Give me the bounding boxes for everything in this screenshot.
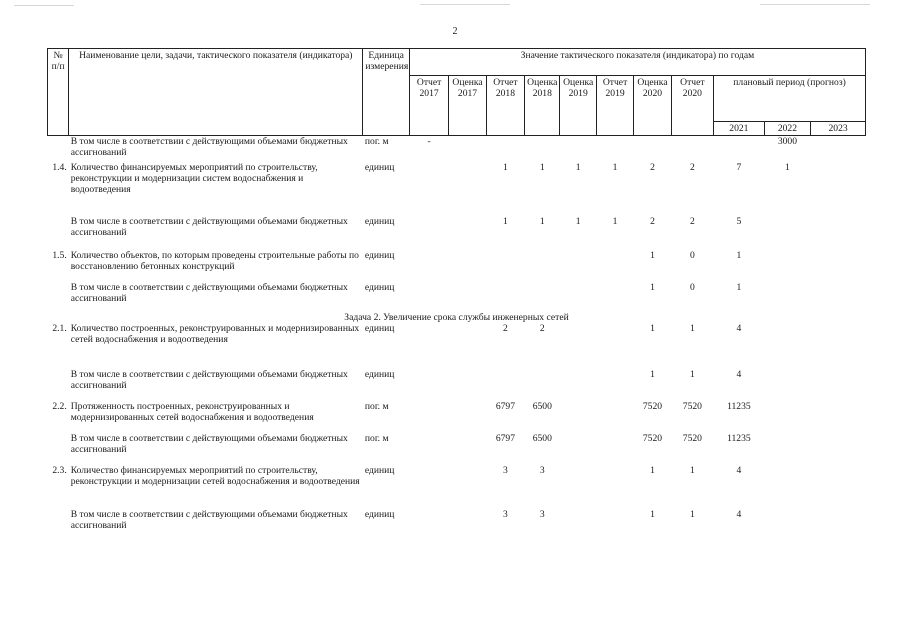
row-number (48, 433, 69, 465)
value-cell: 1 (689, 464, 695, 476)
indicator-name: Количество построенных, реконструированных и модернизированных сетей водоснабжения и водоотведения (70, 322, 360, 345)
header-year: Оценка 2018 (525, 76, 560, 136)
indicator-name: В том числе в соответствии с действующими объемами бюджетных ассигнований (70, 215, 348, 238)
value-cell (409, 323, 448, 369)
value-cell (449, 216, 486, 250)
value-cell: 6500 (532, 432, 552, 444)
table-row (48, 465, 866, 509)
value-cell (811, 433, 866, 465)
table-row (48, 162, 866, 216)
value-cell (811, 136, 866, 162)
value-cell: 3000 (777, 136, 797, 147)
value-cell (596, 433, 633, 465)
value-cell (811, 465, 866, 509)
unit-cell: единиц (364, 249, 395, 261)
value-cell (449, 433, 486, 465)
header-plan-group: плановый период (прогноз) (714, 76, 866, 122)
table-row (48, 509, 866, 533)
table-row (48, 136, 866, 162)
value-cell: 0 (689, 249, 695, 261)
page-number: 2 (452, 26, 458, 37)
value-cell: 1 (650, 368, 655, 380)
unit-cell: единиц (364, 281, 395, 293)
value-cell (449, 401, 486, 433)
header-unit: Единица измерения (363, 49, 410, 136)
value-cell (486, 282, 524, 312)
table-row (48, 433, 866, 465)
indicators-table (47, 48, 866, 533)
value-cell (486, 136, 524, 162)
value-cell (409, 509, 448, 533)
value-cell (449, 509, 486, 533)
value-cell: 4 (736, 322, 742, 334)
value-cell: 1 (503, 215, 508, 227)
value-cell: 0 (689, 281, 695, 293)
value-cell: 4 (736, 464, 742, 476)
table-row (48, 323, 866, 369)
value-cell: 1 (650, 322, 655, 334)
value-cell (560, 465, 596, 509)
value-cell: 3 (539, 508, 545, 520)
value-cell: 1 (650, 249, 655, 261)
value-cell (596, 401, 633, 433)
value-cell (596, 282, 633, 312)
task-heading-row (48, 312, 866, 323)
row-number (48, 509, 69, 533)
value-cell (525, 369, 560, 401)
header-year: Оценка 2020 (634, 76, 671, 136)
value-cell (525, 136, 560, 162)
unit-cell: пог. м (364, 432, 389, 444)
value-cell: 1 (650, 508, 655, 520)
value-cell: 2 (650, 215, 655, 227)
unit-cell: единиц (364, 161, 395, 173)
value-cell (596, 323, 633, 369)
row-number (48, 282, 69, 312)
value-cell: 1 (736, 281, 742, 293)
value-cell (409, 465, 448, 509)
task-heading: Задача 2. Увеличение срока службы инженерных сетей (344, 311, 569, 323)
value-cell: 1 (785, 161, 790, 173)
value-cell (560, 323, 596, 369)
indicator-name: В том числе в соответствии с действующими объемами бюджетных ассигнований (70, 508, 348, 531)
value-cell (764, 401, 811, 433)
value-cell (811, 509, 866, 533)
header-plan-year: 2022 (764, 122, 811, 136)
table-row (48, 369, 866, 401)
value-cell: 6500 (532, 400, 552, 412)
value-cell (560, 509, 596, 533)
value-cell (560, 433, 596, 465)
value-cell (811, 162, 866, 216)
value-cell (449, 250, 486, 282)
value-cell (449, 136, 486, 162)
scan-artifact (760, 4, 870, 5)
unit-cell: единиц (364, 322, 395, 334)
unit-cell: единиц (364, 215, 395, 227)
value-cell: 1 (503, 161, 508, 173)
value-cell (811, 250, 866, 282)
value-cell (764, 323, 811, 369)
value-cell: 1 (650, 281, 655, 293)
value-cell: 3 (503, 464, 508, 476)
value-cell: 1 (539, 215, 545, 227)
value-cell (486, 250, 524, 282)
value-cell (525, 250, 560, 282)
value-cell (811, 369, 866, 401)
header-year: Оценка 2017 (449, 76, 486, 136)
header-year: Оценка 2019 (560, 76, 596, 136)
value-cell: 1 (612, 215, 618, 227)
header-plan-year: 2021 (714, 122, 765, 136)
value-cell (596, 136, 633, 162)
row-number: 2.1. (52, 322, 67, 334)
scan-artifact (420, 4, 510, 5)
row-number: 1.5. (52, 249, 67, 261)
value-cell (409, 250, 448, 282)
value-cell (449, 369, 486, 401)
indicator-name: Протяженность построенных, реконструированных и модернизированных сетей водоснабжения и водоотведения (70, 400, 314, 423)
value-cell (764, 509, 811, 533)
value-cell: 1 (575, 161, 581, 173)
unit-cell: пог. м (364, 136, 389, 147)
value-cell (409, 282, 448, 312)
table-row (48, 250, 866, 282)
value-cell (560, 136, 596, 162)
value-cell (634, 136, 671, 162)
table-header (48, 49, 866, 136)
row-number (48, 136, 69, 162)
indicator-name: В том числе в соответствии с действующими объемами бюджетных ассигнований (70, 281, 348, 304)
value-cell (560, 250, 596, 282)
value-cell (409, 162, 448, 216)
header-plan-year: 2023 (811, 122, 866, 136)
unit-cell: единиц (364, 464, 395, 476)
scan-artifact (14, 5, 74, 6)
value-cell: 11235 (727, 400, 751, 412)
value-cell (449, 323, 486, 369)
value-cell: 5 (736, 215, 742, 227)
value-cell: 2 (689, 215, 695, 227)
unit-cell: пог. м (364, 400, 389, 412)
value-cell (811, 282, 866, 312)
value-cell: 2 (689, 161, 695, 173)
indicator-name: Количество объектов, по которым проведены строительные работы по восстановлению бетонных конструкций (70, 249, 359, 272)
unit-cell: единиц (364, 368, 395, 380)
value-cell (596, 369, 633, 401)
indicator-name: Количество финансируемых мероприятий по строительству, реконструкции и модернизации сетей водоснабжения и водоотведения (70, 464, 360, 487)
indicator-name: В том числе в соответствии с действующими объемами бюджетных ассигнований (70, 432, 348, 455)
value-cell (764, 369, 811, 401)
value-cell (596, 509, 633, 533)
value-cell: 4 (736, 368, 742, 380)
value-cell (409, 433, 448, 465)
header-year: Отчет 2018 (486, 76, 524, 136)
value-cell: 6797 (495, 432, 515, 444)
unit-cell: единиц (364, 508, 395, 520)
value-cell (560, 369, 596, 401)
value-cell: 7520 (682, 432, 702, 444)
value-cell (409, 401, 448, 433)
value-cell (764, 433, 811, 465)
value-cell (560, 282, 596, 312)
value-cell: 2 (539, 322, 545, 334)
value-cell (560, 401, 596, 433)
value-cell (409, 216, 448, 250)
value-cell: 4 (736, 508, 742, 520)
value-cell: - (427, 136, 431, 147)
value-cell (811, 216, 866, 250)
value-cell: 1 (650, 464, 655, 476)
value-cell: 1 (612, 161, 618, 173)
value-cell (714, 136, 765, 162)
table-body (48, 136, 866, 533)
value-cell: 3 (539, 464, 545, 476)
header-year: Отчет 2020 (671, 76, 713, 136)
value-cell: 3 (503, 508, 508, 520)
row-number (48, 216, 69, 250)
value-cell: 1 (575, 215, 581, 227)
value-cell: 7520 (682, 400, 702, 412)
table-row (48, 282, 866, 312)
row-number: 1.4. (52, 161, 67, 173)
header-values-group: Значение тактического показателя (индикатора) по годам (409, 49, 865, 76)
value-cell (486, 369, 524, 401)
value-cell (764, 282, 811, 312)
header-name: Наименование цели, задачи, тактического показателя (индикатора) (69, 49, 363, 136)
value-cell (449, 465, 486, 509)
value-cell: 2 (650, 161, 655, 173)
value-cell (811, 401, 866, 433)
value-cell (449, 162, 486, 216)
row-number (48, 369, 69, 401)
header-number: № п/п (48, 49, 69, 136)
value-cell: 1 (689, 368, 695, 380)
header-year: Отчет 2019 (596, 76, 633, 136)
value-cell: 7 (736, 161, 742, 173)
value-cell (596, 250, 633, 282)
value-cell: 6797 (495, 400, 515, 412)
value-cell: 11235 (727, 432, 751, 444)
table-row (48, 401, 866, 433)
value-cell (811, 323, 866, 369)
indicator-name: В том числе в соответствии с действующими объемами бюджетных ассигнований (70, 368, 348, 391)
indicator-name: В том числе в соответствии с действующими объемами бюджетных ассигнований (70, 136, 348, 158)
row-number: 2.3. (52, 464, 67, 476)
value-cell (409, 369, 448, 401)
value-cell: 1 (689, 508, 695, 520)
row-number: 2.2. (52, 400, 67, 412)
indicator-name: Количество финансируемых мероприятий по строительству, реконструкции и модернизации систем водоснабжения и водоотведения (70, 161, 318, 195)
value-cell: 7520 (642, 432, 663, 444)
value-cell (525, 282, 560, 312)
value-cell (449, 282, 486, 312)
header-year: Отчет 2017 (409, 76, 448, 136)
value-cell: 1 (736, 249, 742, 261)
value-cell (671, 136, 713, 162)
value-cell: 1 (689, 322, 695, 334)
value-cell (764, 465, 811, 509)
value-cell: 2 (503, 322, 508, 334)
value-cell (596, 465, 633, 509)
table-row (48, 216, 866, 250)
value-cell: 1 (539, 161, 545, 173)
value-cell: 7520 (642, 400, 663, 412)
value-cell (764, 250, 811, 282)
value-cell (764, 216, 811, 250)
